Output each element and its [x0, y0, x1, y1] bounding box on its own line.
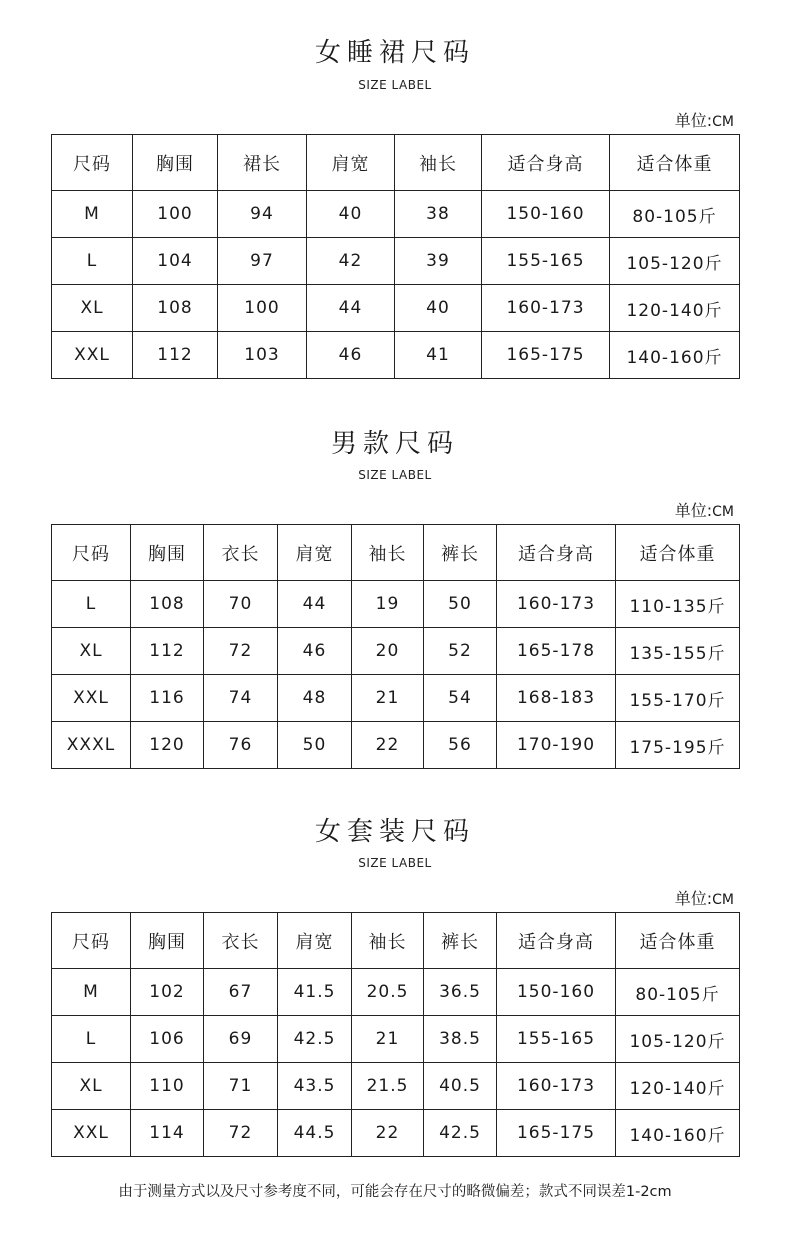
table-cell: 42	[307, 238, 395, 285]
column-header: 适合体重	[616, 525, 740, 581]
column-header: 肩宽	[278, 525, 352, 581]
table-cell: 165-175	[482, 332, 610, 379]
table-cell: 97	[218, 238, 307, 285]
size-cell: XL	[52, 285, 133, 332]
table-row	[52, 581, 740, 628]
table-cell: 112	[131, 628, 204, 675]
table-cell: 100	[133, 191, 218, 238]
unit-prefix: 单位:	[674, 501, 713, 520]
table-cell: 20.5	[352, 969, 424, 1016]
table-cell: 41	[395, 332, 482, 379]
section-2-subtitle: SIZE LABEL	[358, 468, 432, 482]
table-cell: 20	[352, 628, 424, 675]
table-cell: 39	[395, 238, 482, 285]
section-2-unit	[675, 498, 734, 521]
unit-value: CM	[712, 504, 734, 520]
table-cell: 46	[278, 628, 352, 675]
table-cell: 52	[424, 628, 497, 675]
table-cell: 44	[307, 285, 395, 332]
table-cell: 160-173	[497, 1063, 616, 1110]
table-row	[52, 285, 740, 332]
size-cell: XXXL	[52, 722, 131, 769]
table-cell: 80-105斤	[616, 969, 740, 1016]
table-cell: 108	[131, 581, 204, 628]
table-cell: 168-183	[497, 675, 616, 722]
column-header: 肩宽	[307, 135, 395, 191]
table-cell: 67	[204, 969, 278, 1016]
table-cell: 160-173	[482, 285, 610, 332]
column-header: 适合身高	[482, 135, 610, 191]
table-cell: 155-170斤	[616, 675, 740, 722]
column-header: 胸围	[131, 525, 204, 581]
table-cell: 120	[131, 722, 204, 769]
table-header-row	[52, 913, 740, 969]
table-cell: 54	[424, 675, 497, 722]
unit-prefix: 单位:	[674, 889, 713, 908]
table-cell: 69	[204, 1016, 278, 1063]
table-cell: 120-140斤	[616, 1063, 740, 1110]
table-cell: 94	[218, 191, 307, 238]
column-header: 适合身高	[497, 525, 616, 581]
column-header: 尺码	[52, 913, 131, 969]
table-cell: 80-105斤	[610, 191, 740, 238]
table-cell: 22	[352, 1110, 424, 1157]
table-cell: 150-160	[497, 969, 616, 1016]
table-cell: 42.5	[278, 1016, 352, 1063]
table-cell: 105-120斤	[610, 238, 740, 285]
column-header: 裙长	[218, 135, 307, 191]
table-cell: 112	[133, 332, 218, 379]
table-cell: 110	[131, 1063, 204, 1110]
table-cell: 102	[131, 969, 204, 1016]
table-cell: 110-135斤	[616, 581, 740, 628]
table-row	[52, 1016, 740, 1063]
table-cell: 105-120斤	[616, 1016, 740, 1063]
table-cell: 114	[131, 1110, 204, 1157]
column-header: 适合身高	[497, 913, 616, 969]
size-cell: XXL	[52, 675, 131, 722]
table-cell: 40	[395, 285, 482, 332]
section-1-title: 女睡裙尺码	[314, 38, 475, 68]
size-cell: L	[52, 1016, 131, 1063]
table-cell: 44.5	[278, 1110, 352, 1157]
table-cell: 40	[307, 191, 395, 238]
table-row	[52, 1110, 740, 1157]
size-cell: M	[52, 191, 133, 238]
column-header: 适合体重	[610, 135, 740, 191]
column-header: 裤长	[424, 913, 497, 969]
size-cell: XXL	[52, 1110, 131, 1157]
size-table-men	[51, 524, 740, 769]
table-row	[52, 628, 740, 675]
table-cell: 38.5	[424, 1016, 497, 1063]
table-cell: 44	[278, 581, 352, 628]
table-row	[52, 191, 740, 238]
table-row	[52, 238, 740, 285]
table-row	[52, 332, 740, 379]
table-cell: 40.5	[424, 1063, 497, 1110]
table-cell: 74	[204, 675, 278, 722]
table-cell: 46	[307, 332, 395, 379]
table-cell: 100	[218, 285, 307, 332]
section-3-unit	[675, 886, 734, 909]
size-cell: L	[52, 238, 133, 285]
column-header: 裤长	[424, 525, 497, 581]
table-cell: 135-155斤	[616, 628, 740, 675]
column-header: 袖长	[352, 525, 424, 581]
footer-note: 由于测量方式以及尺寸参考度不同，可能会存在尺寸的略微偏差；款式不同误差1-2cm	[118, 1184, 672, 1200]
size-cell: XL	[52, 1063, 131, 1110]
table-cell: 56	[424, 722, 497, 769]
size-cell: XXL	[52, 332, 133, 379]
column-header: 肩宽	[278, 913, 352, 969]
section-3-title: 女套装尺码	[314, 817, 475, 847]
table-cell: 36.5	[424, 969, 497, 1016]
column-header: 袖长	[395, 135, 482, 191]
column-header: 衣长	[204, 525, 278, 581]
column-header: 适合体重	[616, 913, 740, 969]
table-cell: 120-140斤	[610, 285, 740, 332]
table-cell: 19	[352, 581, 424, 628]
size-cell: M	[52, 969, 131, 1016]
table-row	[52, 722, 740, 769]
section-3-subtitle: SIZE LABEL	[358, 856, 432, 870]
size-table-women-set	[51, 912, 740, 1157]
table-cell: 70	[204, 581, 278, 628]
table-cell: 21	[352, 1016, 424, 1063]
table-cell: 108	[133, 285, 218, 332]
table-cell: 43.5	[278, 1063, 352, 1110]
table-cell: 160-173	[497, 581, 616, 628]
table-cell: 170-190	[497, 722, 616, 769]
table-cell: 48	[278, 675, 352, 722]
table-cell: 140-160斤	[616, 1110, 740, 1157]
section-1-subtitle: SIZE LABEL	[358, 78, 432, 92]
section-2-title: 男款尺码	[330, 429, 459, 459]
table-cell: 50	[278, 722, 352, 769]
table-cell: 155-165	[482, 238, 610, 285]
table-header-row	[52, 525, 740, 581]
size-cell: L	[52, 581, 131, 628]
table-cell: 175-195斤	[616, 722, 740, 769]
table-cell: 103	[218, 332, 307, 379]
column-header: 尺码	[52, 525, 131, 581]
column-header: 尺码	[52, 135, 133, 191]
size-cell: XL	[52, 628, 131, 675]
table-cell: 165-175	[497, 1110, 616, 1157]
table-cell: 150-160	[482, 191, 610, 238]
table-cell: 106	[131, 1016, 204, 1063]
unit-value: CM	[712, 892, 734, 908]
table-cell: 72	[204, 628, 278, 675]
table-cell: 76	[204, 722, 278, 769]
size-table-nightgown	[51, 134, 740, 379]
table-cell: 71	[204, 1063, 278, 1110]
table-row	[52, 969, 740, 1016]
table-cell: 22	[352, 722, 424, 769]
table-row	[52, 675, 740, 722]
table-cell: 21.5	[352, 1063, 424, 1110]
table-cell: 104	[133, 238, 218, 285]
unit-prefix: 单位:	[674, 111, 713, 130]
table-cell: 116	[131, 675, 204, 722]
table-header-row	[52, 135, 740, 191]
column-header: 衣长	[204, 913, 278, 969]
table-cell: 140-160斤	[610, 332, 740, 379]
unit-value: CM	[712, 114, 734, 130]
column-header: 胸围	[131, 913, 204, 969]
table-cell: 72	[204, 1110, 278, 1157]
table-cell: 38	[395, 191, 482, 238]
table-row	[52, 1063, 740, 1110]
table-cell: 42.5	[424, 1110, 497, 1157]
table-cell: 21	[352, 675, 424, 722]
table-cell: 165-178	[497, 628, 616, 675]
column-header: 袖长	[352, 913, 424, 969]
column-header: 胸围	[133, 135, 218, 191]
table-cell: 50	[424, 581, 497, 628]
table-cell: 155-165	[497, 1016, 616, 1063]
table-cell: 41.5	[278, 969, 352, 1016]
section-1-unit	[675, 108, 734, 131]
